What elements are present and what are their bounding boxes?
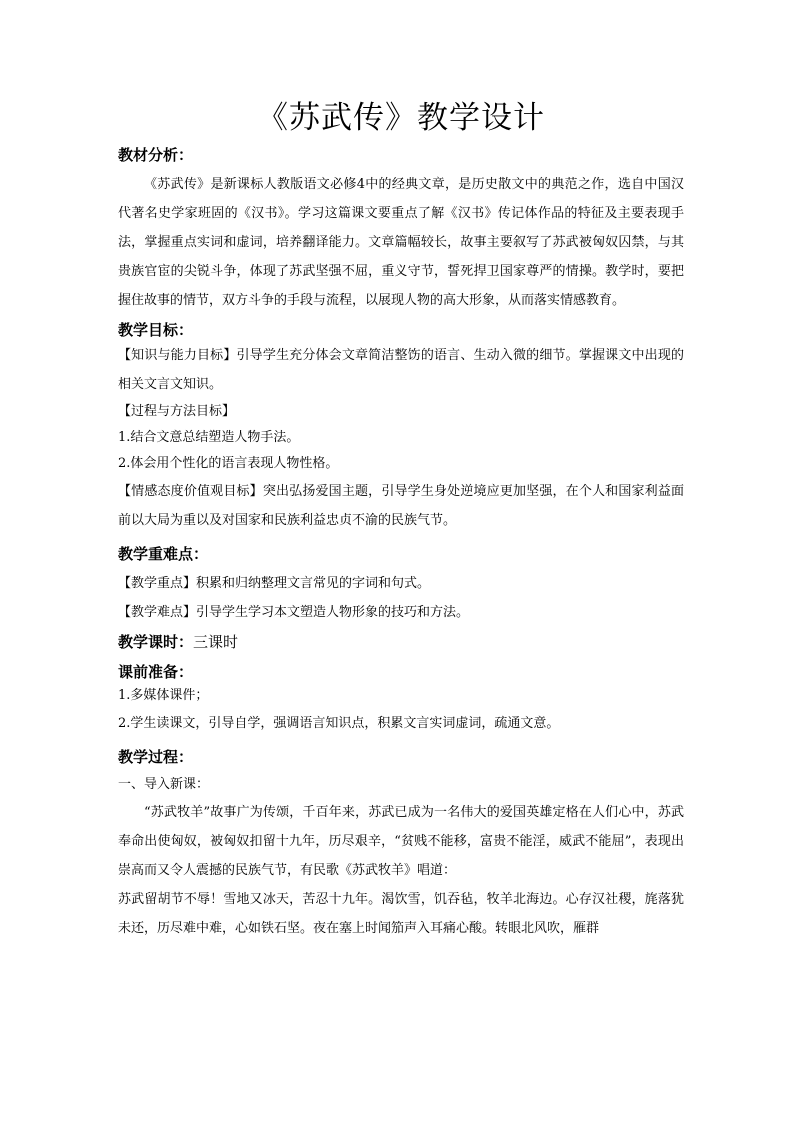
process-intro: “苏武牧羊”故事广为传颂，千百年来，苏武已成为一名伟大的爱国英雄定格在人们心中，苏武奉命出使匈奴，被匈奴扣留十九年，历尽艰辛，“贫贱不能移，富贵不能淫，威武不能屈”，表现出崇高而又令人震撼的民族气节，有民歌《苏武牧羊》唱道： <box>118 805 684 878</box>
material-heading: 教材分析： <box>118 146 194 164</box>
process-song: 苏武留胡节不辱！雪地又冰天，苦忍十九年。渴饮雪，饥吞毡，牧羊北海边。心存汉社稷，旄落犹未还，历尽难中难，心如铁石坚。夜在塞上时闻笳声入耳痛心酸。转眼北风吹，雁群 <box>118 892 684 936</box>
document-page <box>118 96 684 943</box>
hours-row <box>118 631 684 653</box>
goals-process-item-1: 1.结合文意总结塑造人物手法。 <box>118 430 300 445</box>
prep-item-1: 1.多媒体课件； <box>118 688 209 703</box>
document-title: 《苏武传》教学设计 <box>257 100 545 136</box>
material-paragraph: 《苏武传》是新课标人教版语文必修4中的经典文章，是历史散文中的典范之作，选自中国汉代著名史学家班固的《汉书》。学习这篇课文要重点了解《汉书》传记体作品的特征及主要表现手法，掌握重点实词和虚词，培养翻译能力。文章篇幅较长，故事主要叙写了苏武被匈奴囚禁，与其贵族官宦的尖锐斗争，体现了苏武坚强不屈，重义守节，誓死捍卫国家尊严的情操。教学时，要把握住故事的情节，双方斗争的手段与流程，以展现人物的高大形象，从而落实情感教育。 <box>118 177 684 308</box>
keypoints-key: 【教学重点】积累和归纳整理文言常见的字词和句式。 <box>118 576 431 591</box>
prep-heading: 课前准备： <box>118 663 194 681</box>
hours-heading: 教学课时： <box>118 633 194 651</box>
goals-process-heading: 【过程与方法目标】 <box>118 404 236 419</box>
process-step-1: 一、导入新课： <box>118 777 210 792</box>
process-heading: 教学过程： <box>118 748 194 766</box>
prep-item-2: 2.学生读课文，引导自学，强调语言知识点，积累文言实词虚词，疏通文意。 <box>118 716 560 731</box>
hours-value: 三课时 <box>193 633 239 651</box>
goals-knowledge: 【知识与能力目标】引导学生充分体会文章简洁整饬的语言、生动入微的细节。掌握课文中出现的相关文言文知识。 <box>118 348 684 392</box>
goals-emotion: 【情感态度价值观目标】突出弘扬爱国主题，引导学生身处逆境应更加坚强，在个人和国家利益面前以大局为重以及对国家和民族利益忠贞不渝的民族气节。 <box>118 484 684 528</box>
keypoints-heading: 教学重难点： <box>118 545 209 563</box>
keypoints-difficulty: 【教学难点】引导学生学习本文塑造人物形象的技巧和方法。 <box>118 605 470 620</box>
goals-process-item-2: 2.体会用个性化的语言表现人物性格。 <box>118 456 339 471</box>
goals-heading: 教学目标： <box>118 321 194 339</box>
